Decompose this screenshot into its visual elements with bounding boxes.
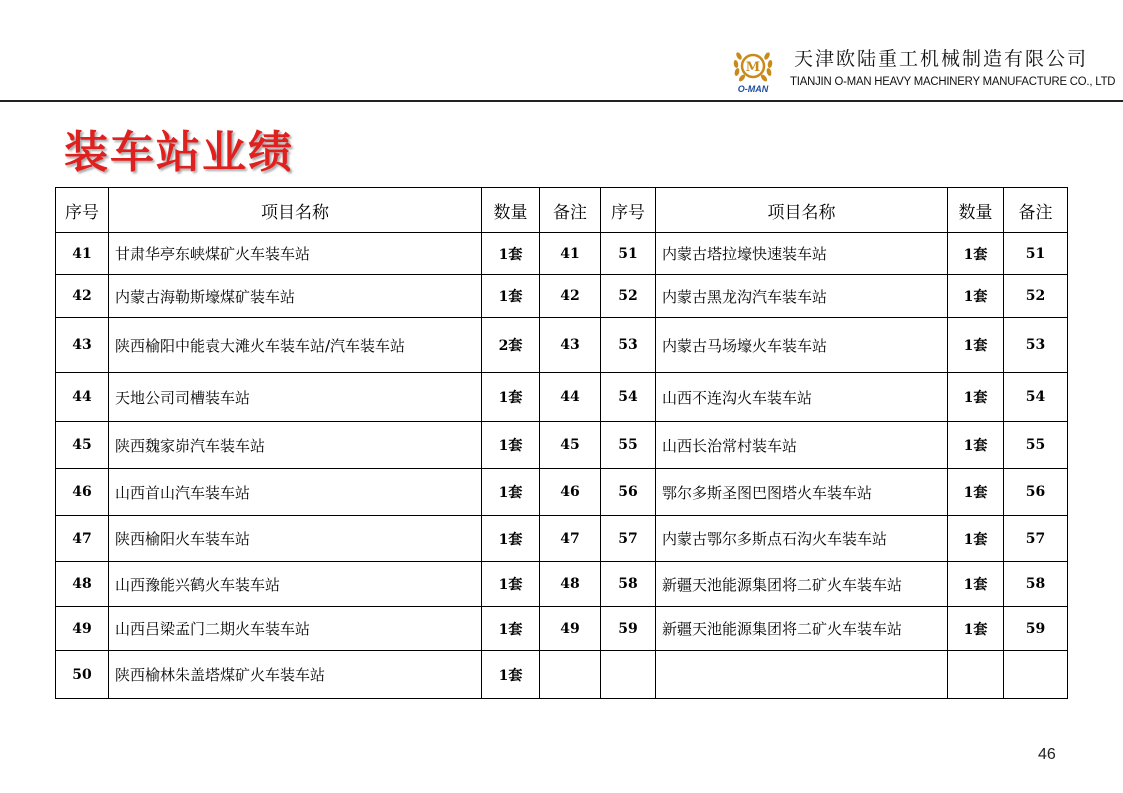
table-cell-note-l: 46 — [540, 469, 601, 516]
table-cell-note-l: 48 — [540, 562, 601, 607]
table-cell-name-r: 新疆天池能源集团将二矿火车装车站 — [656, 562, 948, 607]
table-cell-no-l: 50 — [56, 651, 109, 699]
table-cell-name-r: 内蒙古塔拉壕快速装车站 — [656, 233, 948, 275]
table-row — [56, 607, 1068, 651]
table-cell-name-r: 山西长治常村装车站 — [656, 422, 948, 469]
header-no-left: 序号 — [56, 188, 109, 233]
table-cell-note-r — [1004, 651, 1068, 699]
table-cell-name-r: 新疆天池能源集团将二矿火车装车站 — [656, 607, 948, 651]
table-cell-note-r: 53 — [1004, 318, 1068, 373]
svg-text:O-MAN: O-MAN — [737, 84, 769, 94]
table-cell-note-r: 59 — [1004, 607, 1068, 651]
table-cell-qty-l: 1套 — [482, 607, 540, 651]
table-cell-name-l: 山西吕梁孟门二期火车装车站 — [109, 607, 482, 651]
table-cell-name-l: 山西豫能兴鹤火车装车站 — [109, 562, 482, 607]
table-cell-no-r: 51 — [601, 233, 656, 275]
table-cell-no-r — [601, 651, 656, 699]
table-cell-qty-l: 1套 — [482, 651, 540, 699]
table-cell-name-l: 山西首山汽车装车站 — [109, 469, 482, 516]
table-cell-no-l: 48 — [56, 562, 109, 607]
table-cell-note-r: 51 — [1004, 233, 1068, 275]
table-cell-note-l: 47 — [540, 516, 601, 562]
header-note-right: 备注 — [1004, 188, 1068, 233]
table-cell-no-r: 56 — [601, 469, 656, 516]
table-cell-no-l: 49 — [56, 607, 109, 651]
table-cell-qty-l: 1套 — [482, 373, 540, 422]
table-cell-name-l: 陕西榆林朱盖塔煤矿火车装车站 — [109, 651, 482, 699]
table-cell-note-r: 56 — [1004, 469, 1068, 516]
table-cell-name-r: 内蒙古鄂尔多斯点石沟火车装车站 — [656, 516, 948, 562]
table-row — [56, 233, 1068, 275]
table-cell-note-l: 44 — [540, 373, 601, 422]
table-cell-qty-l: 2套 — [482, 318, 540, 373]
table-cell-note-r: 54 — [1004, 373, 1068, 422]
page-title: 装车站业绩 — [64, 127, 294, 178]
header-name-left: 项目名称 — [109, 188, 482, 233]
table-cell-no-l: 41 — [56, 233, 109, 275]
table-cell-qty-r: 1套 — [948, 516, 1004, 562]
table-cell-note-r: 55 — [1004, 422, 1068, 469]
table-cell-qty-l: 1套 — [482, 469, 540, 516]
table-cell-qty-l: 1套 — [482, 562, 540, 607]
table-cell-no-l: 42 — [56, 275, 109, 318]
table-cell-name-l: 天地公司司槽装车站 — [109, 373, 482, 422]
table-cell-note-l: 42 — [540, 275, 601, 318]
table-cell-note-r: 57 — [1004, 516, 1068, 562]
table-cell-note-l: 49 — [540, 607, 601, 651]
header-no-right: 序号 — [601, 188, 656, 233]
table-row — [56, 562, 1068, 607]
table-cell-no-l: 45 — [56, 422, 109, 469]
table-cell-note-l: 45 — [540, 422, 601, 469]
table-cell-note-r: 58 — [1004, 562, 1068, 607]
table-cell-qty-r: 1套 — [948, 275, 1004, 318]
table-row — [56, 651, 1068, 699]
page-number: 46 — [1038, 746, 1056, 763]
table-cell-note-l: 43 — [540, 318, 601, 373]
table-cell-no-l: 47 — [56, 516, 109, 562]
table-cell-qty-r: 1套 — [948, 607, 1004, 651]
svg-text:M: M — [745, 60, 761, 75]
table-cell-no-r: 59 — [601, 607, 656, 651]
table-cell-no-r: 58 — [601, 562, 656, 607]
table-cell-no-r: 57 — [601, 516, 656, 562]
table-cell-name-r: 鄂尔多斯圣图巴图塔火车装车站 — [656, 469, 948, 516]
header-note-left: 备注 — [540, 188, 601, 233]
table-row — [56, 516, 1068, 562]
header-qty-right: 数量 — [948, 188, 1004, 233]
table-cell-qty-l: 1套 — [482, 233, 540, 275]
table-row — [56, 469, 1068, 516]
table-cell-qty-l: 1套 — [482, 275, 540, 318]
table-cell-qty-r: 1套 — [948, 562, 1004, 607]
table-cell-name-l: 内蒙古海勒斯壕煤矿装车站 — [109, 275, 482, 318]
header-divider — [0, 100, 1123, 102]
table-cell-name-r: 内蒙古马场壕火车装车站 — [656, 318, 948, 373]
table-row — [56, 422, 1068, 469]
table-cell-name-r: 山西不连沟火车装车站 — [656, 373, 948, 422]
table-cell-qty-r: 1套 — [948, 373, 1004, 422]
table-cell-qty-r: 1套 — [948, 318, 1004, 373]
table-cell-note-l — [540, 651, 601, 699]
table-cell-name-r: 内蒙古黑龙沟汽车装车站 — [656, 275, 948, 318]
table-cell-no-l: 46 — [56, 469, 109, 516]
table-cell-no-r: 52 — [601, 275, 656, 318]
table-row — [56, 318, 1068, 373]
table-cell-qty-r: 1套 — [948, 233, 1004, 275]
table-cell-name-l: 陕西榆阳中能袁大滩火车装车站/汽车装车站 — [109, 318, 482, 373]
performance-table — [55, 187, 1068, 699]
table-header-row — [56, 188, 1068, 233]
table-cell-no-l: 44 — [56, 373, 109, 422]
table-cell-qty-r: 1套 — [948, 469, 1004, 516]
table-cell-no-r: 55 — [601, 422, 656, 469]
table-row — [56, 373, 1068, 422]
table-cell-qty-l: 1套 — [482, 516, 540, 562]
company-name-cn: 天津欧陆重工机械制造有限公司 — [794, 48, 1089, 70]
header-qty-left: 数量 — [482, 188, 540, 233]
table-cell-qty-l: 1套 — [482, 422, 540, 469]
header-name-right: 项目名称 — [656, 188, 948, 233]
table-cell-no-l: 43 — [56, 318, 109, 373]
company-logo-icon — [732, 44, 774, 94]
company-name-en: TIANJIN O-MAN HEAVY MACHINERY MANUFACTURE CO., LTD — [790, 74, 1116, 88]
table-cell-qty-r: 1套 — [948, 422, 1004, 469]
table-cell-name-l: 甘肃华亭东峡煤矿火车装车站 — [109, 233, 482, 275]
table-row — [56, 275, 1068, 318]
table-cell-note-r: 52 — [1004, 275, 1068, 318]
table-cell-qty-r — [948, 651, 1004, 699]
table-cell-no-r: 54 — [601, 373, 656, 422]
table-cell-no-r: 53 — [601, 318, 656, 373]
table-cell-name-l: 陕西榆阳火车装车站 — [109, 516, 482, 562]
table-cell-name-l: 陕西魏家峁汽车装车站 — [109, 422, 482, 469]
table-cell-name-r — [656, 651, 948, 699]
table-cell-note-l: 41 — [540, 233, 601, 275]
